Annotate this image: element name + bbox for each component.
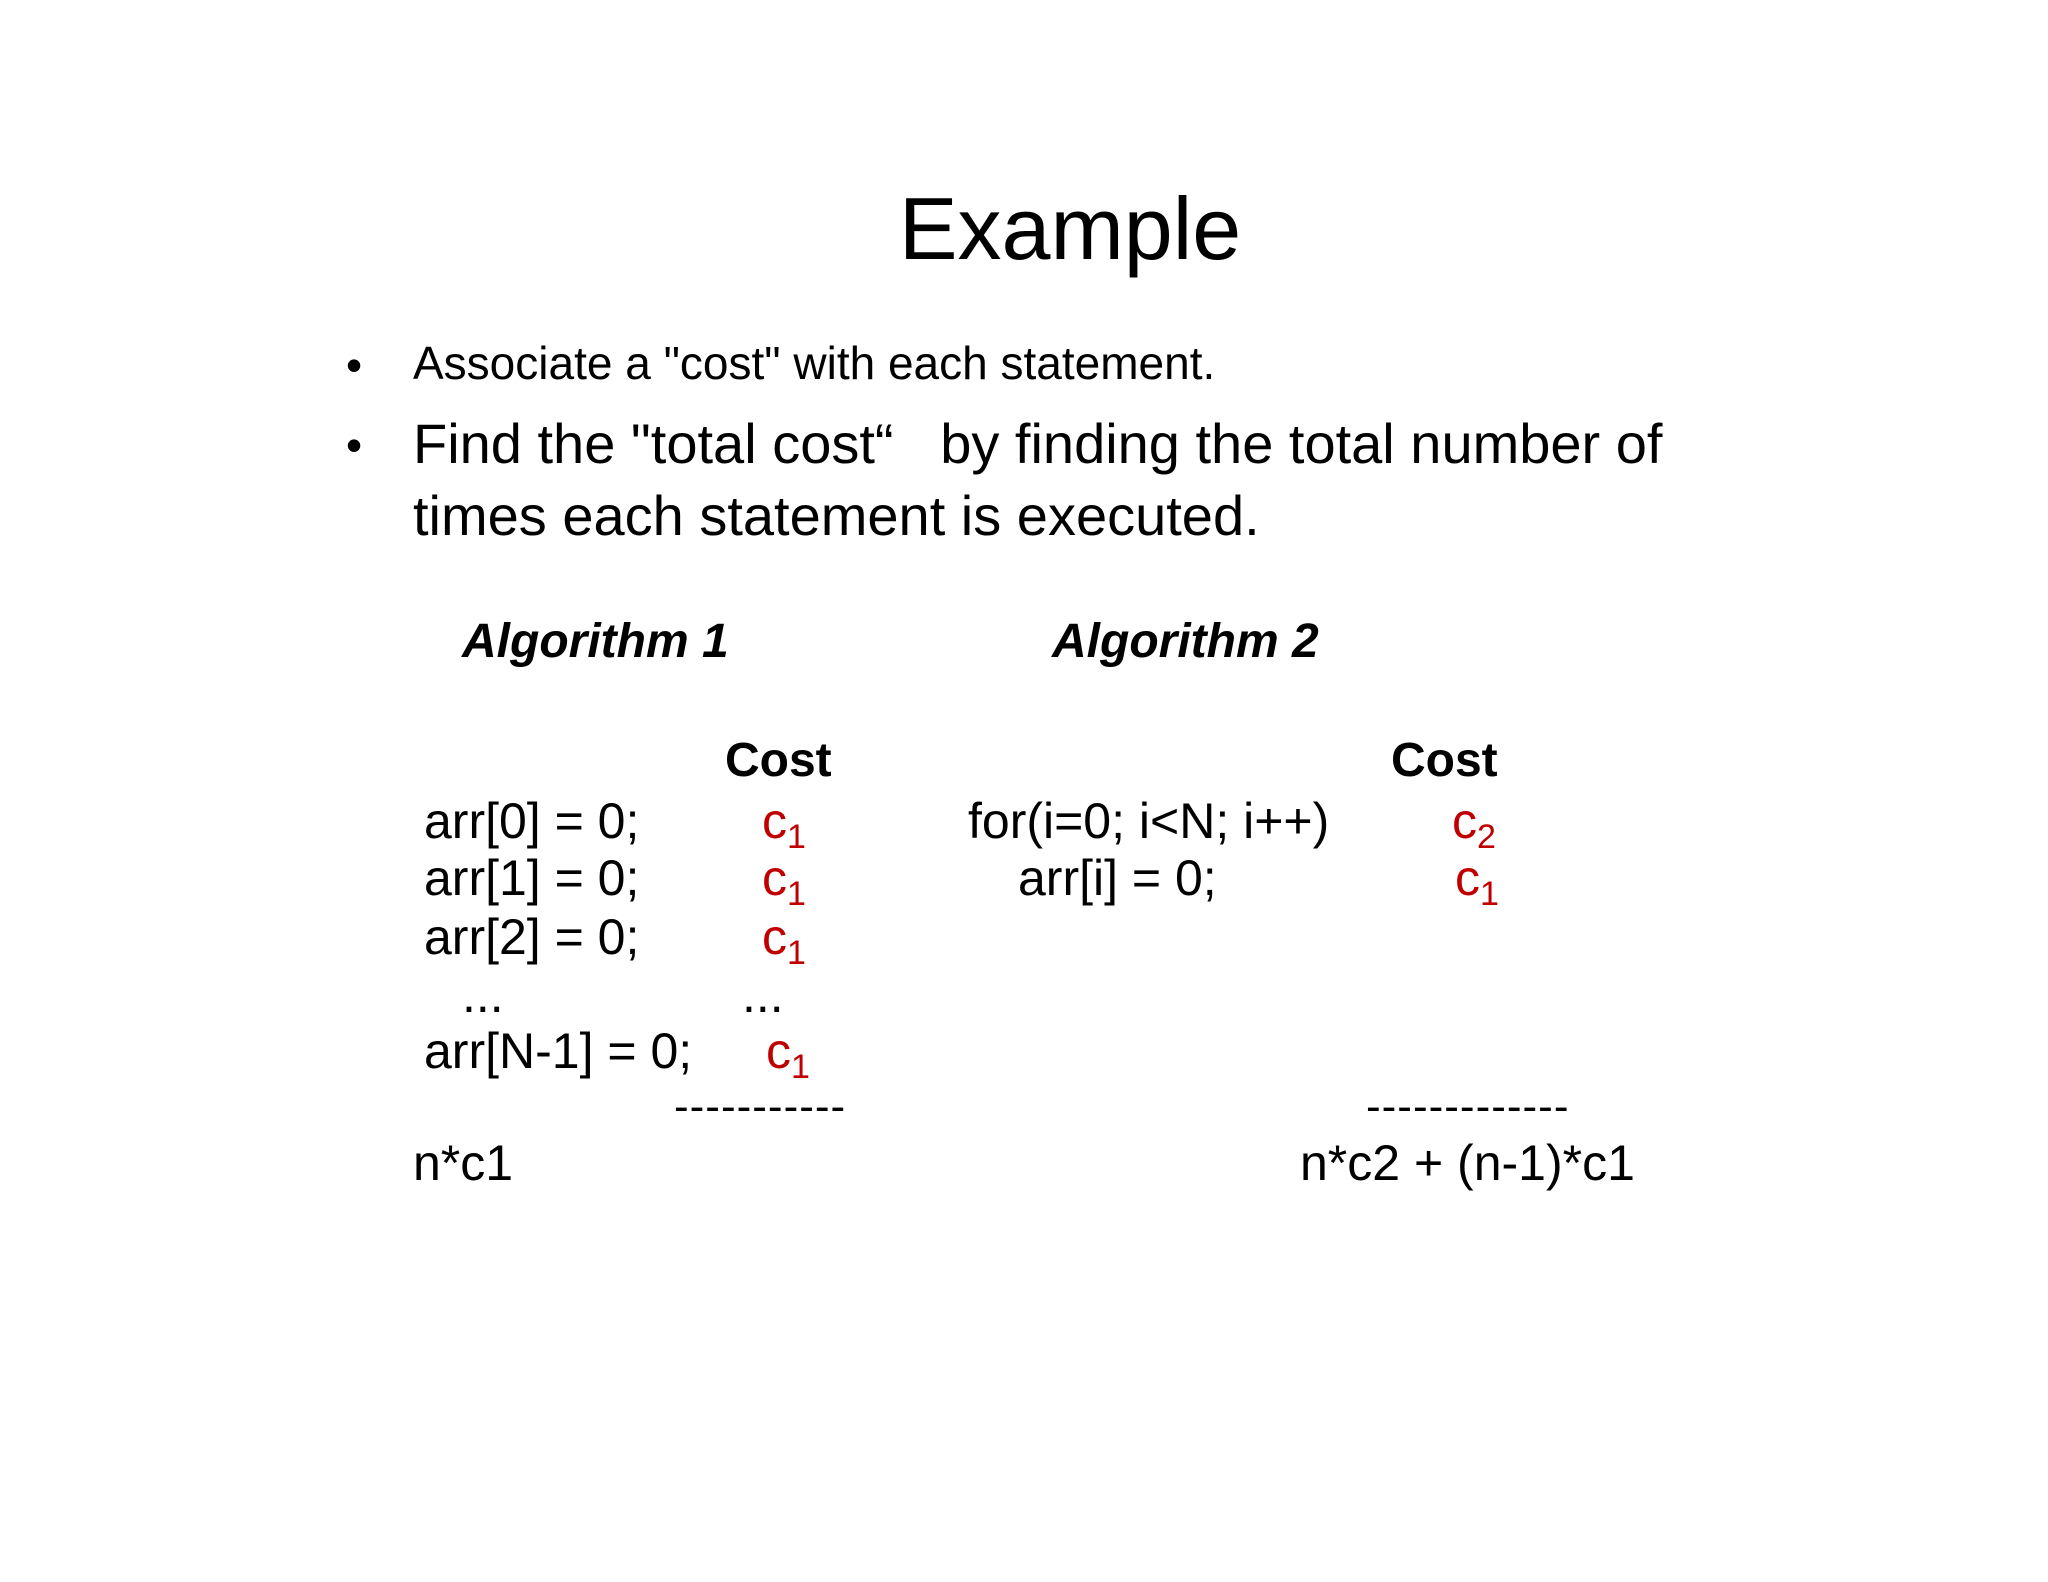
cost-subscript: 1 xyxy=(1480,875,1499,913)
bullet-2-line-2: times each statement is executed. xyxy=(413,484,1260,547)
algorithm-2-code-line: for(i=0; i<N; i++) xyxy=(968,793,1330,849)
cost-subscript: 1 xyxy=(791,1048,810,1086)
bullet-marker-1: • xyxy=(346,339,363,391)
algorithm-2-code-line: arr[i] = 0; xyxy=(1018,850,1217,906)
algorithm-2-cost-header: Cost xyxy=(1391,734,1498,787)
algorithm-1-cost-ellipsis: ... xyxy=(742,967,784,1023)
bullet-marker-2: • xyxy=(346,419,363,471)
cost-symbol: c xyxy=(1452,793,1477,849)
algorithm-2-total: n*c2 + (n-1)*c1 xyxy=(1300,1135,1635,1191)
cost-subscript: 1 xyxy=(787,818,806,856)
cost-symbol: c xyxy=(766,1023,791,1079)
cost-subscript: 2 xyxy=(1477,818,1496,856)
bullet-1: Associate a "cost" with each statement. xyxy=(413,337,1216,389)
cost-symbol: c xyxy=(762,909,787,965)
algorithm-1-heading: Algorithm 1 xyxy=(462,615,729,668)
algorithm-1-cost-cell xyxy=(766,1023,810,1086)
cost-subscript: 1 xyxy=(787,875,806,913)
algorithm-1-code-line: arr[0] = 0; xyxy=(424,793,640,849)
cost-symbol: c xyxy=(762,850,787,906)
algorithm-2-cost-cell xyxy=(1455,850,1499,913)
cost-symbol: c xyxy=(762,793,787,849)
algorithm-1-total: n*c1 xyxy=(413,1135,514,1191)
algorithm-1-code-ellipsis: ... xyxy=(462,967,504,1023)
algorithm-2-heading: Algorithm 2 xyxy=(1052,615,1319,668)
algorithm-1-code-line: arr[2] = 0; xyxy=(424,909,640,965)
cost-subscript: 1 xyxy=(787,934,806,972)
cost-symbol: c xyxy=(1455,850,1480,906)
algorithm-1-cost-cell xyxy=(762,793,806,856)
algorithm-2-cost-cell xyxy=(1452,793,1496,856)
algorithm-1-separator: ----------- xyxy=(674,1082,847,1131)
slide-title: Example xyxy=(898,179,1242,278)
algorithm-2-separator: ------------- xyxy=(1366,1082,1570,1131)
algorithm-1-code-line: arr[1] = 0; xyxy=(424,850,640,906)
algorithm-1-cost-header: Cost xyxy=(725,734,832,787)
algorithm-1-cost-cell xyxy=(762,909,806,972)
algorithm-1-cost-cell xyxy=(762,850,806,913)
algorithm-1-code-line: arr[N-1] = 0; xyxy=(424,1023,693,1079)
bullet-2-line-1: Find the "total cost“ by finding the total number of xyxy=(413,412,1663,475)
